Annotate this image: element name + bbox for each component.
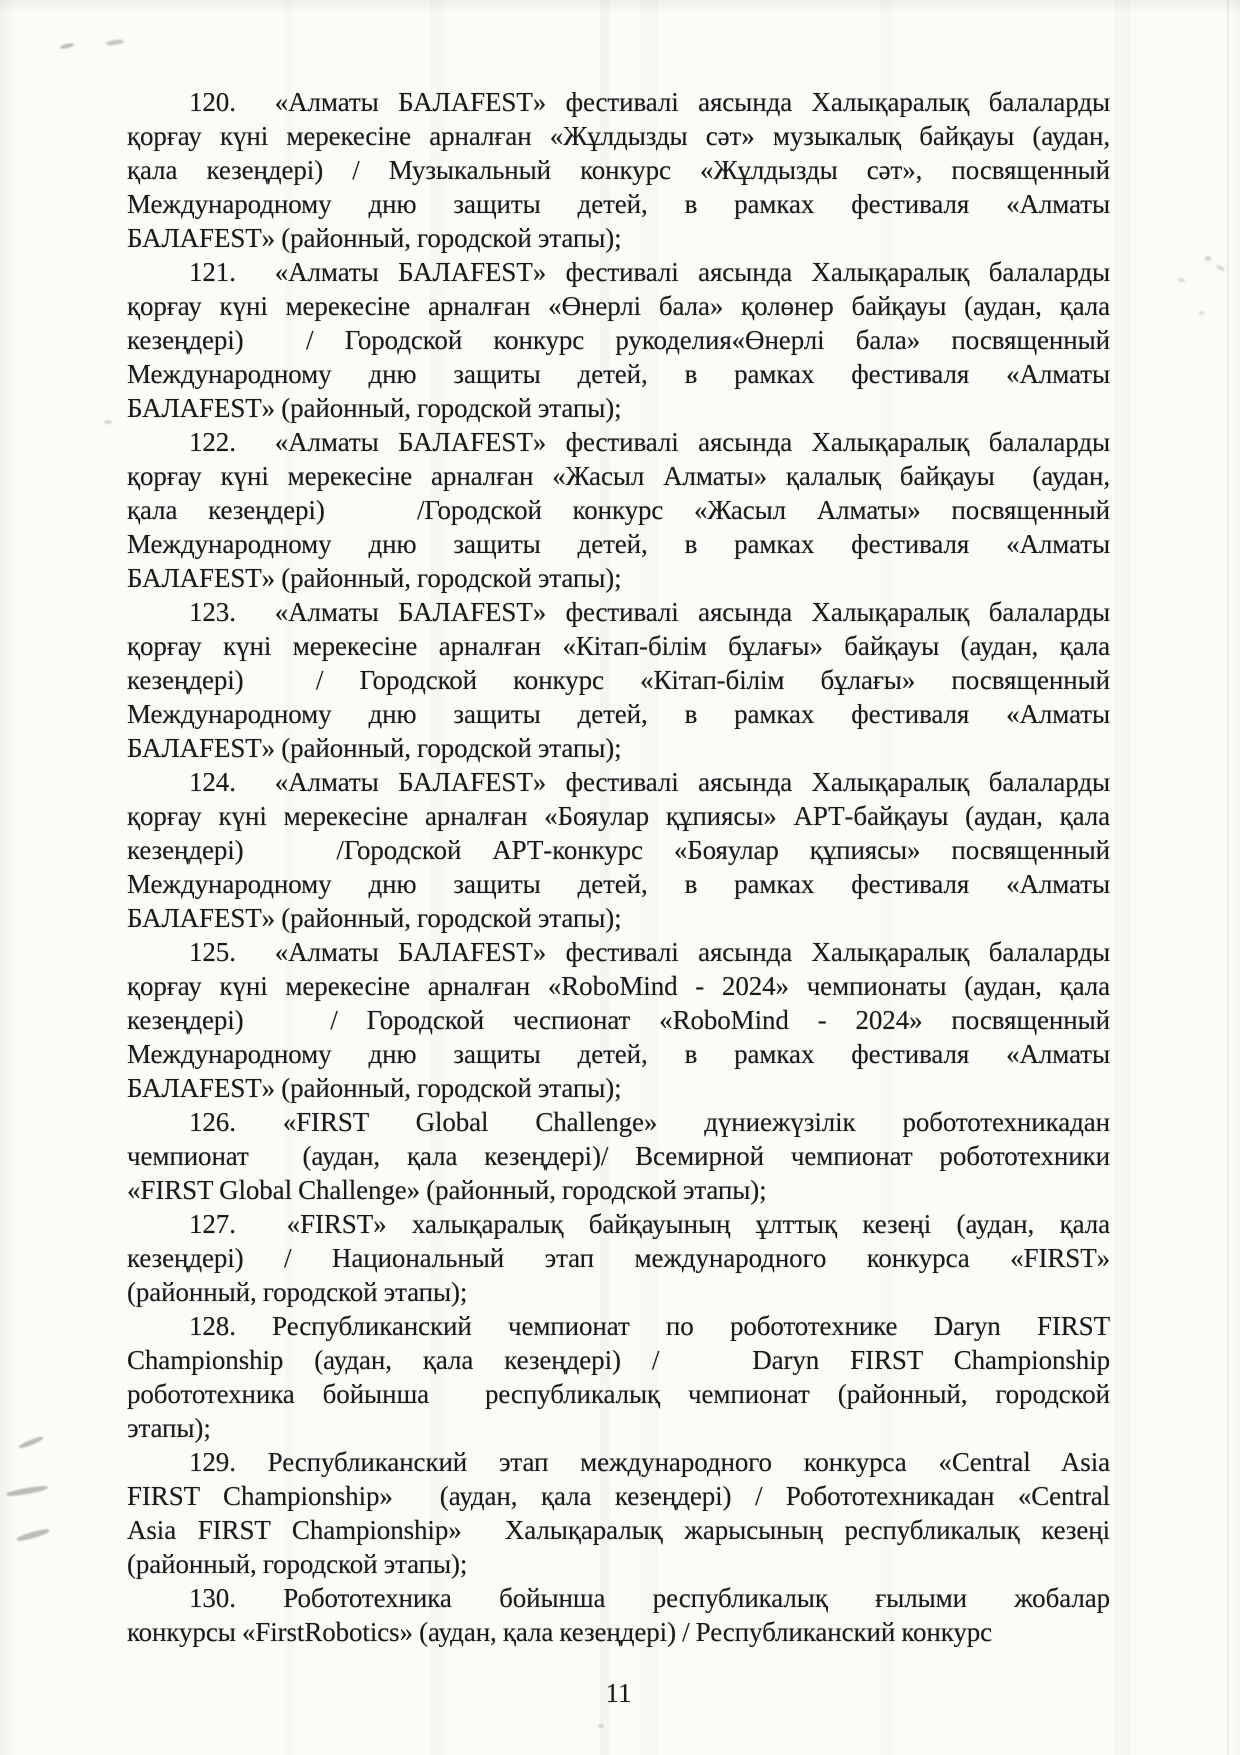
text-line: 123. «Алматы БАЛАFEST» фестивалі аясында Халықаралық балаларды <box>189 597 1110 627</box>
list-item-129 <box>127 1445 1110 1581</box>
pencil-mark <box>1178 277 1186 282</box>
text-line: 120. «Алматы БАЛАFEST» фестивалі аясында Халықаралық балаларды <box>189 87 1110 117</box>
pencil-mark <box>1199 311 1204 315</box>
text-line: «FIRST Global Challenge» (районный, городской этапы); <box>127 1175 767 1205</box>
text-line: Международному дню защиты детей, в рамках фестиваля «Алматы <box>127 189 1110 219</box>
text-line: кезеңдері) / Городской чеспионат «RoboMind - 2024» посвященный <box>127 1005 1110 1035</box>
pencil-mark <box>16 1527 50 1542</box>
pencil-mark <box>1216 264 1226 272</box>
text-line: кезеңдері) / Городской конкурс «Кітап-білім бұлағы» посвященный <box>127 665 1110 695</box>
page-number: 11 <box>605 1678 632 1708</box>
text-line: 122. «Алматы БАЛАFEST» фестивалі аясында Халықаралық балаларды <box>189 427 1110 457</box>
text-line: БАЛАFEST» (районный, городской этапы); <box>127 223 622 253</box>
text-line: 126. «FIRST Global Challenge» дүниежүзілік робототехникадан <box>189 1107 1110 1137</box>
text-line: қала кезеңдері) / Музыкальный конкурс «Жұлдызды сәт», посвященный <box>127 155 1110 185</box>
text-line: 130. Робототехника бойынша республикалық ғылыми жобалар <box>189 1583 1110 1613</box>
text-line: конкурсы «FirstRobotics» (аудан, қала кезеңдері) / Республиканский конкурс <box>127 1617 993 1647</box>
document-text <box>127 85 1110 1649</box>
text-line: кезеңдері) / Национальный этап международного конкурса «FIRST» <box>127 1243 1110 1273</box>
text-line: қорғау күні мерекесіне арналған «Жұлдызды сәт» музыкалық байқауы (аудан, <box>127 121 1110 151</box>
text-line: Международному дню защиты детей, в рамках фестиваля «Алматы <box>127 359 1110 389</box>
text-line: этапы); <box>127 1413 211 1443</box>
text-line: қорғау күні мерекесіне арналған «Өнерлі бала» қолөнер байқауы (аудан, қала <box>127 291 1110 321</box>
text-line: Международному дню защиты детей, в рамках фестиваля «Алматы <box>127 869 1110 899</box>
text-line: 128. Республиканский чемпионат по робототехнике Daryn FIRST <box>189 1311 1110 1341</box>
text-line: 121. «Алматы БАЛАFEST» фестивалі аясында Халықаралық балаларды <box>189 257 1110 287</box>
pencil-mark <box>18 1435 44 1449</box>
text-line: қорғау күні мерекесіне арналған «Бояулар құпиясы» АРТ-байқауы (аудан, қала <box>127 801 1110 831</box>
text-line: БАЛАFEST» (районный, городской этапы); <box>127 563 622 593</box>
list-item-120 <box>127 85 1110 255</box>
list-item-123 <box>127 595 1110 765</box>
list-item-128 <box>127 1309 1110 1445</box>
pencil-mark <box>1205 256 1211 261</box>
text-line: Championship (аудан, қала кезеңдері) / Daryn FIRST Championship <box>127 1345 1110 1375</box>
pencil-mark <box>60 42 75 49</box>
text-line: БАЛАFEST» (районный, городской этапы); <box>127 903 622 933</box>
text-line: 124. «Алматы БАЛАFEST» фестивалі аясында Халықаралық балаларды <box>189 767 1110 797</box>
text-line: чемпионат (аудан, қала кезеңдері)/ Всемирной чемпионат робототехники <box>127 1141 1110 1171</box>
list-item-121 <box>127 255 1110 425</box>
scan-edge-line <box>1227 0 1229 1755</box>
text-line: кезеңдері) /Городской АРТ-конкурс «Бояулар құпиясы» посвященный <box>127 835 1110 865</box>
text-line: Asia FIRST Championship» Халықаралық жарысының республикалық кезеңі <box>127 1515 1110 1545</box>
list-item-125 <box>127 935 1110 1105</box>
text-line: қала кезеңдері) /Городской конкурс «Жасыл Алматы» посвященный <box>127 495 1110 525</box>
text-line: БАЛАFEST» (районный, городской этапы); <box>127 393 622 423</box>
text-line: БАЛАFEST» (районный, городской этапы); <box>127 1073 622 1103</box>
pencil-mark <box>106 39 125 46</box>
text-line: 127. «FIRST» халықаралық байқауының ұлттық кезеңі (аудан, қала <box>189 1209 1110 1239</box>
scan-streak <box>1115 0 1131 1755</box>
text-line: қорғау күні мерекесіне арналған «Жасыл Алматы» қалалық байқауы (аудан, <box>127 461 1110 491</box>
text-line: Международному дню защиты детей, в рамках фестиваля «Алматы <box>127 699 1110 729</box>
text-line: Международному дню защиты детей, в рамках фестиваля «Алматы <box>127 1039 1110 1069</box>
text-line: FIRST Championship» (аудан, қала кезеңдері) / Робототехникадан «Central <box>127 1481 1110 1511</box>
text-line: 125. «Алматы БАЛАFEST» фестивалі аясында Халықаралық балаларды <box>189 937 1110 967</box>
list-item-127 <box>127 1207 1110 1309</box>
list-item-122 <box>127 425 1110 595</box>
pencil-mark <box>104 420 112 424</box>
text-line: Международному дню защиты детей, в рамках фестиваля «Алматы <box>127 529 1110 559</box>
list-item-124 <box>127 765 1110 935</box>
pencil-mark <box>6 1484 48 1497</box>
text-line: робототехника бойынша республикалық чемпионат (районный, городской <box>127 1379 1110 1409</box>
text-line: 129. Республиканский этап международного конкурса «Central Asia <box>189 1447 1110 1477</box>
text-line: қорғау күні мерекесіне арналған «RoboMind - 2024» чемпионаты (аудан, қала <box>127 971 1110 1001</box>
text-line: қорғау күні мерекесіне арналған «Кітап-білім бұлағы» байқауы (аудан, қала <box>127 631 1110 661</box>
text-line: БАЛАFEST» (районный, городской этапы); <box>127 733 622 763</box>
text-line: (районный, городской этапы); <box>127 1549 468 1579</box>
pencil-mark <box>598 1724 604 1728</box>
text-line: (районный, городской этапы); <box>127 1277 468 1307</box>
list-item-130 <box>127 1581 1110 1649</box>
text-line: кезеңдері) / Городской конкурс рукоделия«Өнерлі бала» посвященный <box>127 325 1110 355</box>
list-item-126 <box>127 1105 1110 1207</box>
